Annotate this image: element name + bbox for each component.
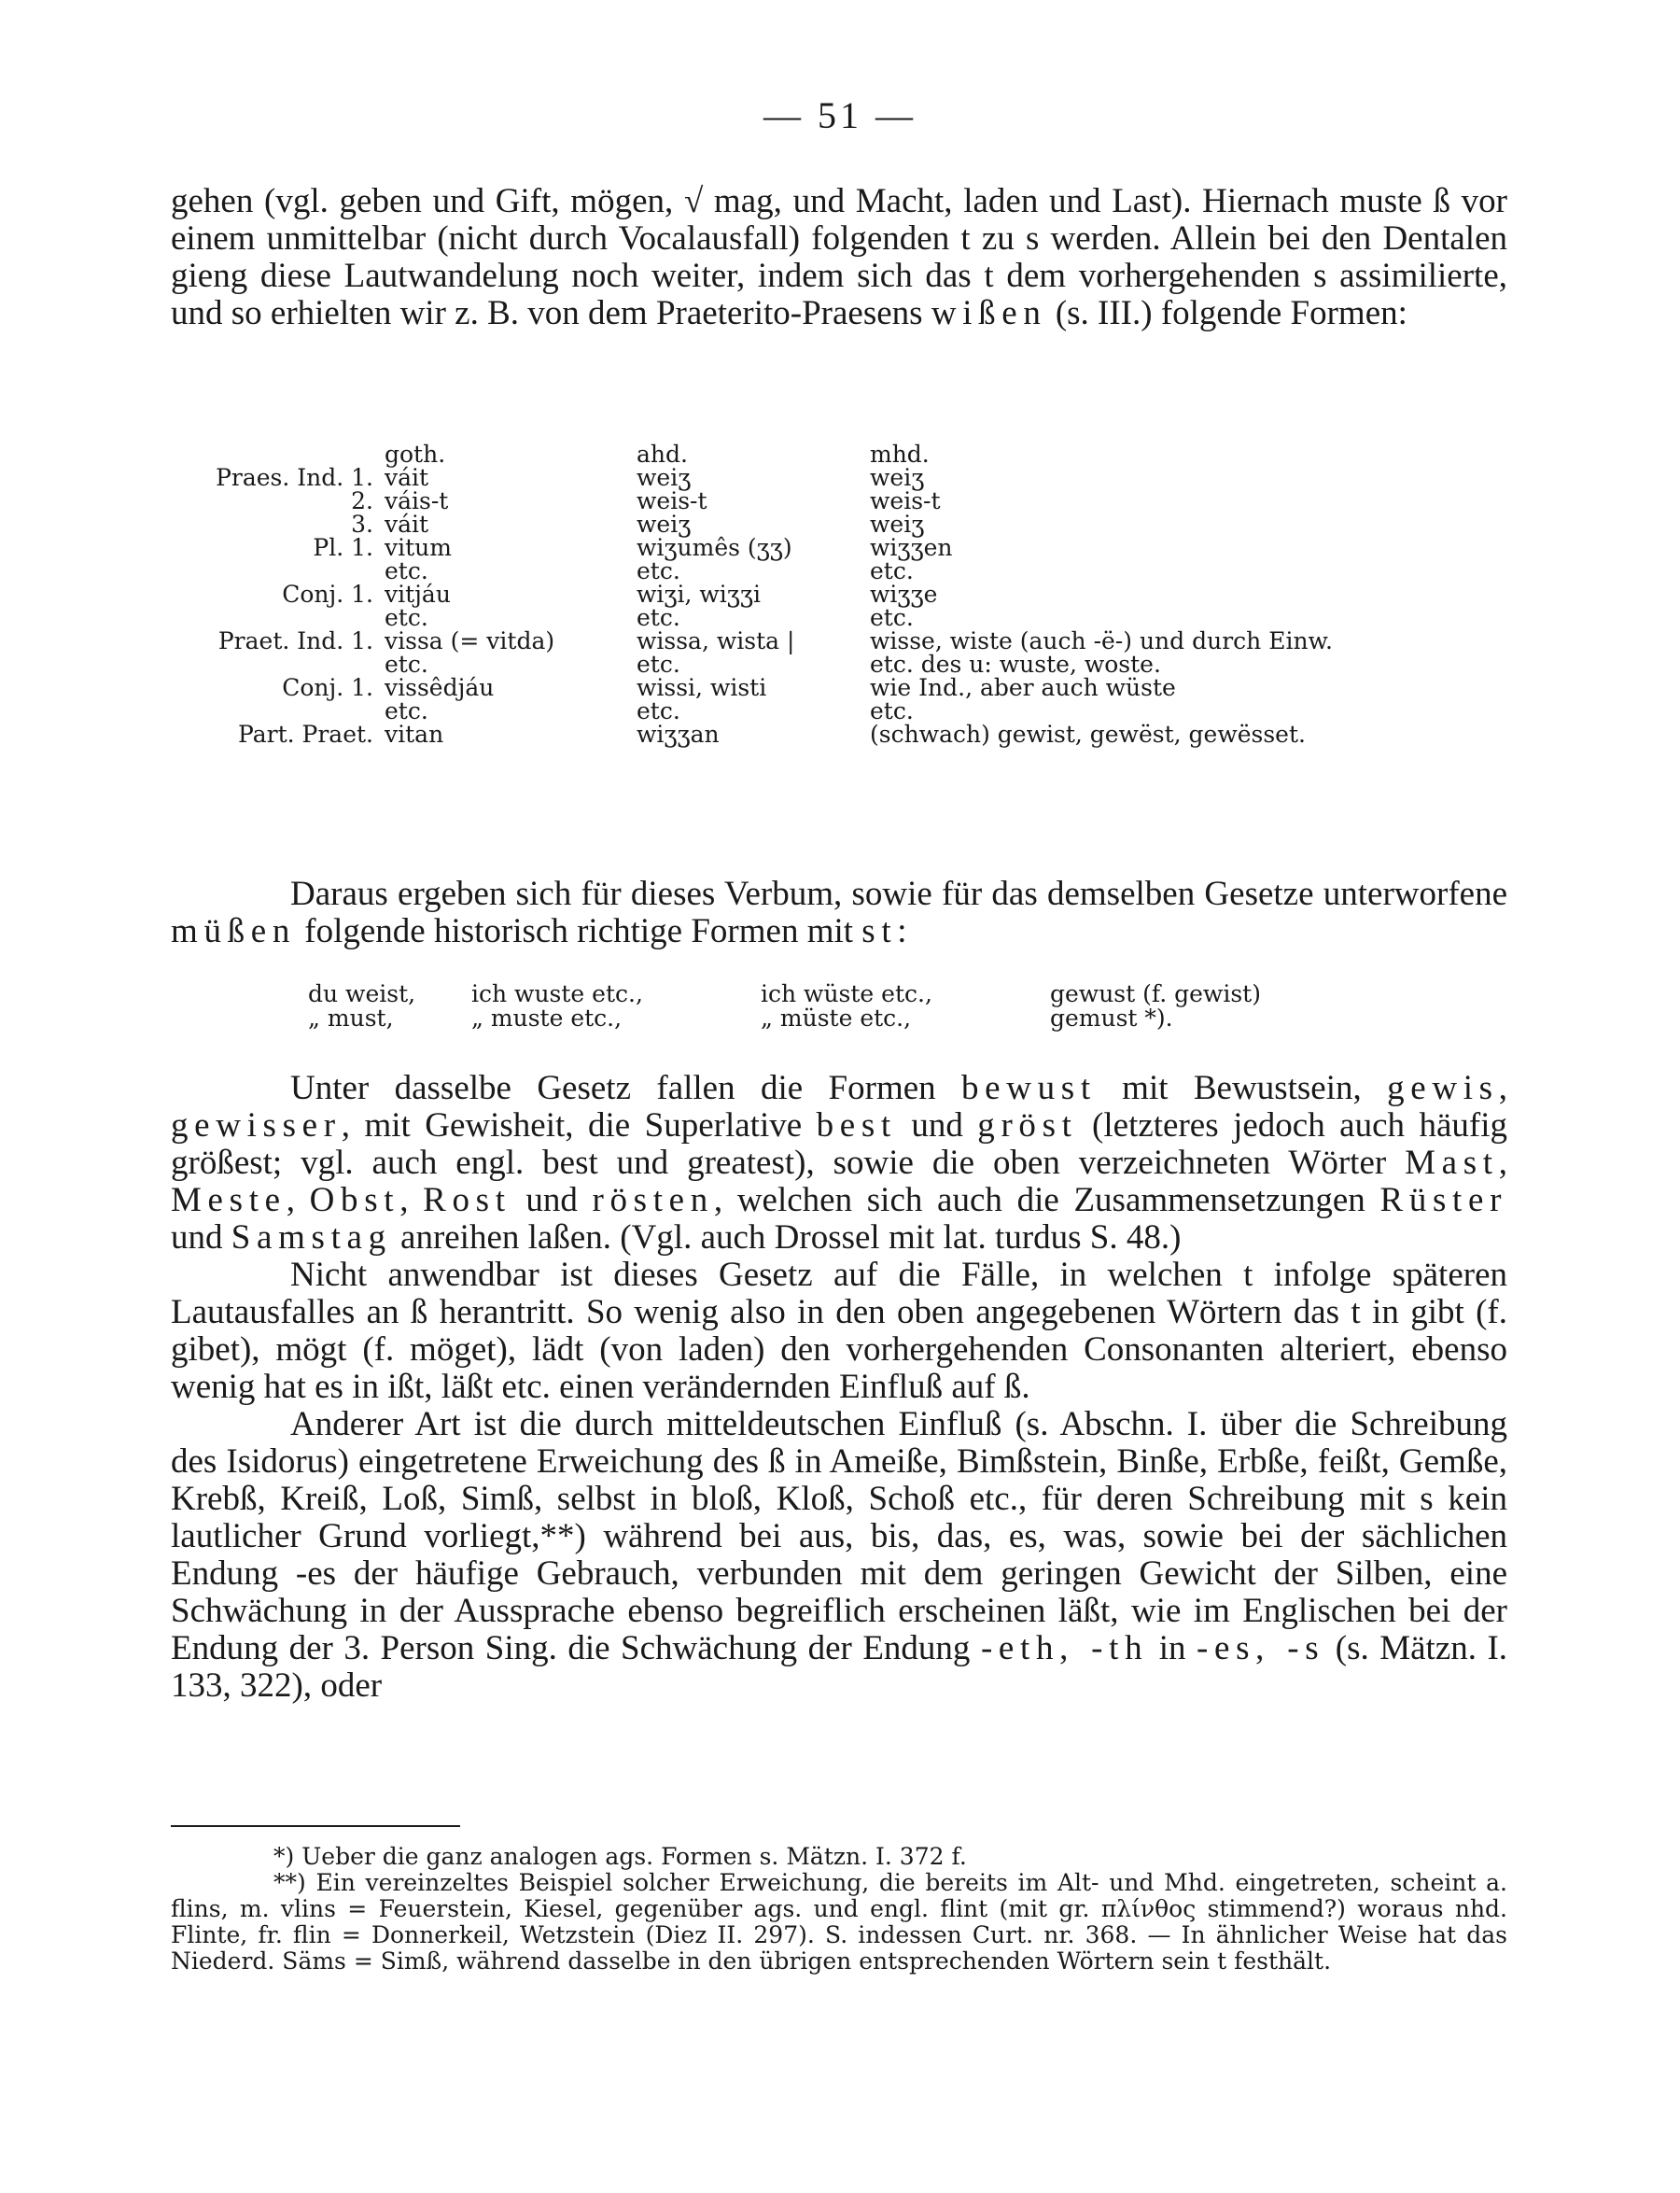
- cell-goth: vitum: [385, 534, 452, 561]
- paragraph-2: [171, 876, 1507, 950]
- conjugation-row: [159, 559, 1337, 583]
- cell-mhd: weiʒ: [870, 464, 925, 491]
- form-cell: „ müste etc.,: [761, 1005, 912, 1032]
- cell-ahd: weiʒ: [637, 511, 692, 538]
- page-number: — 51 —: [763, 94, 917, 136]
- para5-mid: in: [1158, 1629, 1186, 1667]
- form-cell: gewust (f. gewist): [1050, 980, 1261, 1007]
- row-label: [159, 653, 385, 676]
- form-cell: „ must,: [308, 1005, 394, 1032]
- row-label: Conj. 1.: [282, 674, 373, 701]
- cell-mhd: wisse, wiste (auch -ë-) und durch Einw.: [870, 627, 1333, 654]
- para1-word: wißen: [931, 294, 1047, 332]
- cell-goth: váit: [385, 464, 429, 491]
- para5-eth: -eth, -th: [980, 1629, 1149, 1667]
- cell-goth: etc.: [385, 651, 428, 678]
- cell-goth: váis-t: [385, 487, 449, 514]
- forms-body: [308, 982, 1261, 1031]
- forms-row: [308, 1006, 1261, 1031]
- para4-text: Nicht anwendbar ist dieses Gesetz auf die Fälle, in welchen t infolge späteren Lautausfalles an ß herantritt. So wenig also in den oben angegebenen Wörtern das t in gibt (f. gibet), mögt (f. möget), lädt (von laden) den vorhergehenden Consonanten alteriert, ebenso wenig hat es in ißt, läßt etc. einen verändernden Einfluß auf ß.: [171, 1256, 1507, 1406]
- conjugation-row: [159, 653, 1337, 676]
- conjugation-row: [159, 676, 1337, 699]
- paragraph-5: [171, 1406, 1507, 1705]
- para2-word: müßen: [171, 912, 297, 950]
- cell-goth: etc.: [385, 557, 428, 584]
- row-label: Praes. Ind. 1.: [216, 464, 373, 491]
- conjugation-row: [159, 513, 1337, 536]
- cell-goth: vissa (= vitda): [385, 627, 555, 654]
- cell-mhd: wiʒʒen: [870, 534, 953, 561]
- cell-ahd: etc.: [637, 557, 680, 584]
- para1-end: (s. III.) folgende Formen:: [1055, 294, 1407, 332]
- paragraph-1: [171, 183, 1507, 332]
- header-mhd: mhd.: [870, 441, 930, 468]
- row-label: Part. Praet.: [238, 721, 373, 748]
- row-label: Praet. Ind. 1.: [217, 627, 373, 654]
- footnote-2: **) Ein vereinzeltes Beispiel solcher Erweichung, die bereits im Alt- und Mhd. eingetreten, scheint a. flins, m. vlins = Feuerstein, Kiesel, gegenüber ags. und engl. flint (mit gr. πλίνθος stimmend?) woraus nhd. Flinte, fr. flin = Donnerkeil, Wetzstein (Diez II. 297). S. indessen Curt. nr. 368. — In ähnlicher Weise hat das Niederd. Säms = Simß, während dasselbe in den übrigen entsprechenden Wörtern sein t festhält.: [171, 1869, 1507, 1975]
- cell-mhd: weiʒ: [870, 511, 925, 538]
- row-label: Conj. 1.: [282, 581, 373, 608]
- cell-goth: vitan: [385, 721, 444, 748]
- conjugation-row: [159, 466, 1337, 489]
- row-label: 3.: [351, 511, 373, 538]
- form-cell: ich wüste etc.,: [761, 980, 932, 1007]
- para5-text: Anderer Art ist die durch mitteldeutschen Einfluß (s. Abschn. I. über die Schreibung des Isidorus) eingetretene Erweichung des ß in Ameiße, Bimßstein, Binße, Erbße, feißt, Gemße, Krebß, Kreiß, Loß, Simß, selbst in bloß, Kloß, Schoß etc., für deren Schreibung mit s kein lautlicher Grund vorliegt,**) während bei aus, bis, das, es, was, sowie bei der sächlichen Endung -es der häufige Gebrauch, verbunden mit dem geringen Gewicht der Silben, eine Schwächung in der Aussprache ebenso begreiflich erscheinen läßt, wie im Englischen bei der Endung der 3. Person Sing. die Schwächung der Endung: [171, 1405, 1507, 1667]
- footnote-rule: [171, 1825, 460, 1827]
- footnotes: [171, 1844, 1507, 1975]
- footnote-1: *) Ueber die ganz analogen ags. Formen s. Mätzn. I. 372 f.: [273, 1843, 967, 1870]
- conjugation-row: [159, 723, 1337, 746]
- cell-ahd: etc.: [637, 697, 680, 724]
- para5-es: -es, -s: [1197, 1629, 1325, 1667]
- forms-row: [308, 982, 1261, 1006]
- cell-ahd: etc.: [637, 604, 680, 631]
- header-ahd: ahd.: [637, 441, 688, 468]
- row-label: [159, 606, 385, 629]
- cell-ahd: weiʒ: [637, 464, 692, 491]
- row-label: [159, 559, 385, 583]
- cell-mhd: weis-t: [870, 487, 941, 514]
- para3-text: Unter dasselbe Gesetz fallen die Formen bewust mit Bewustsein, gewis, gewisser, mit Gewisheit, die Superlative best und gröst (letzteres jedoch auch häufig größest; vgl. auch engl. best und greatest), sowie die oben verzeichneten Wörter Mast, Meste, Obst, Rost und rösten, welchen sich auch die Zusammensetzungen Rüster und Samstag anreihen laßen. (Vgl. auch Drossel mit lat. turdus S. 48.): [171, 1069, 1508, 1257]
- cell-ahd: wiʒʒan: [637, 721, 720, 748]
- cell-ahd: wissa, wista |: [637, 627, 795, 654]
- conjugation-body: [159, 466, 1337, 746]
- cell-mhd: wie Ind., aber auch wüste: [870, 674, 1176, 701]
- para2-st: st:: [861, 912, 914, 950]
- cell-mhd: etc. des u: wuste, woste.: [870, 651, 1161, 678]
- conjugation-row: [159, 699, 1337, 723]
- cell-mhd: etc.: [870, 557, 914, 584]
- form-cell: ich wuste etc.,: [471, 980, 643, 1007]
- conjugation-row: [159, 583, 1337, 606]
- conjugation-header: [159, 443, 1337, 466]
- cell-goth: etc.: [385, 697, 428, 724]
- form-cell: du weist,: [308, 980, 416, 1007]
- cell-goth: vitjáu: [385, 581, 451, 608]
- forms-table: [308, 982, 1261, 1031]
- row-label: [159, 699, 385, 723]
- cell-ahd: weis-t: [637, 487, 707, 514]
- cell-mhd: etc.: [870, 604, 914, 631]
- cell-ahd: wiʒi, wiʒʒi: [637, 581, 762, 608]
- form-cell: gemust *).: [1050, 1005, 1173, 1032]
- row-label: Pl. 1.: [313, 534, 373, 561]
- conjugation-row: [159, 489, 1337, 513]
- conjugation-row: [159, 536, 1337, 559]
- para1-text: gehen (vgl. geben und Gift, mögen, √ mag, und Macht, laden und Last). Hiernach muste ß vor einem unmittelbar (nicht durch Vocalausfall) folgenden t zu s werden. Allein bei den Dentalen gieng diese Lautwandelung noch weiter, indem sich das t dem vorhergehenden s assimilierte, und so erhielten wir z. B. von dem Praeterito-Praesens: [171, 182, 1507, 332]
- paragraph-3: [171, 1070, 1507, 1705]
- cell-goth: vissêdjáu: [385, 674, 495, 701]
- cell-ahd: wissi, wisti: [637, 674, 767, 701]
- cell-mhd: wiʒʒe: [870, 581, 938, 608]
- cell-mhd: (schwach) gewist, gewëst, gewësset.: [870, 721, 1306, 748]
- cell-mhd: etc.: [870, 697, 914, 724]
- para2-text-b: folgende historisch richtige Formen mit: [304, 912, 854, 950]
- form-cell: „ muste etc.,: [471, 1005, 623, 1032]
- conjugation-row: [159, 629, 1337, 653]
- para5-end: (s. Mätzn. I. 133, 322), oder: [171, 1629, 1508, 1705]
- cell-ahd: wiʒumês (ʒʒ): [637, 534, 792, 561]
- para2-text-a: Daraus ergeben sich für dieses Verbum, sowie für das demselben Gesetze unterworfene: [290, 875, 1507, 913]
- conjugation-table: [159, 443, 1337, 746]
- cell-goth: etc.: [385, 604, 428, 631]
- cell-goth: váit: [385, 511, 429, 538]
- conjugation-row: [159, 606, 1337, 629]
- header-goth: goth.: [385, 441, 446, 468]
- row-label: 2.: [351, 487, 373, 514]
- cell-ahd: etc.: [637, 651, 680, 678]
